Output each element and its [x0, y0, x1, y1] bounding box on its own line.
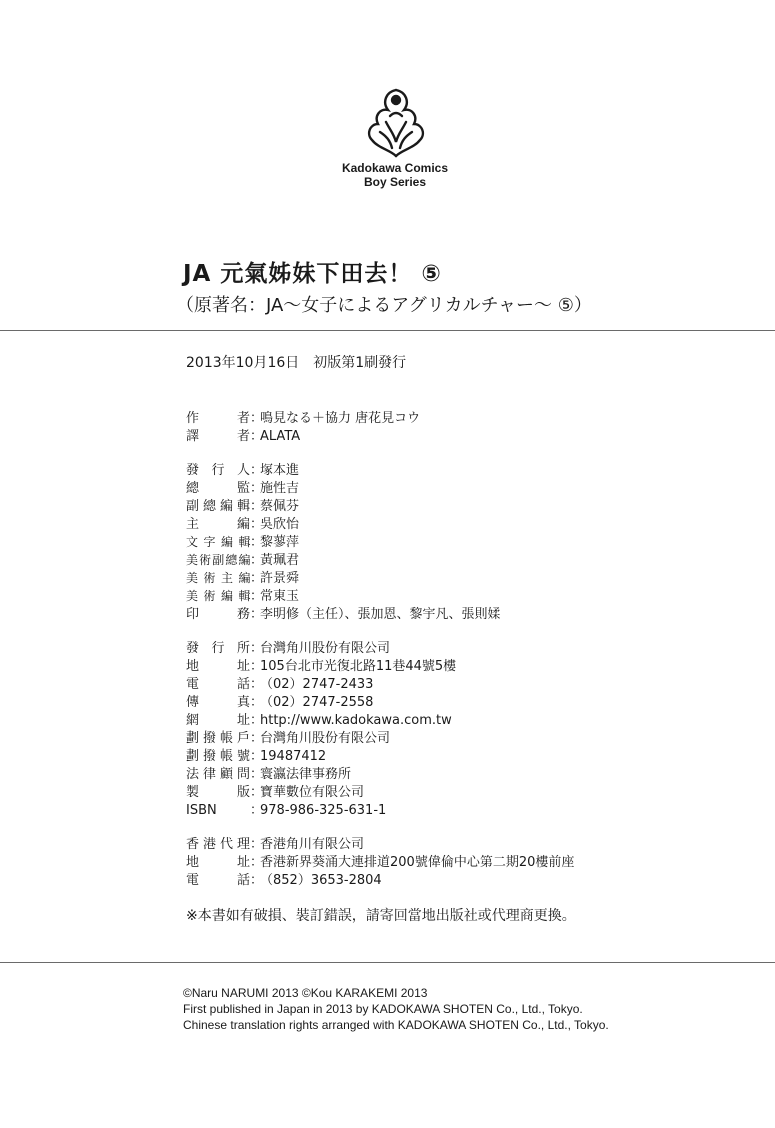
- publisher-row: 電話 ： （02）2747-2433: [186, 677, 374, 692]
- hongkong-label: 電話: [186, 873, 250, 888]
- staff-row: 美術編輯 ： 常東玉: [186, 589, 300, 604]
- staff-label: 副總編輯: [186, 499, 250, 514]
- staff-row: 副總編輯 ： 蔡佩芬: [186, 499, 300, 514]
- publisher-value: 105台北市光復北路11巷44號5樓: [260, 659, 457, 674]
- staff-row: 總監 ： 施性吉: [186, 481, 300, 496]
- staff-label: 文字編輯: [186, 535, 250, 549]
- staff-value: 李明修（主任）、張加恩、黎宇凡、張則媃: [260, 607, 501, 622]
- staff-value: 許景舜: [260, 571, 300, 586]
- publisher-value: http://www.kadokawa.com.tw: [260, 713, 452, 728]
- publisher-label: 電話: [186, 677, 250, 692]
- publisher-row: 製版 ： 寶華數位有限公司: [186, 785, 365, 800]
- hongkong-row: 電話 ： （852）3653-2804: [186, 873, 382, 888]
- publisher-label: 劃撥帳號: [186, 749, 250, 764]
- publisher-row: 網址 ： http://www.kadokawa.com.tw: [186, 713, 452, 728]
- phoenix-emblem-icon: [356, 82, 436, 160]
- publisher-label: 製版: [186, 785, 250, 800]
- staff-value: 蔡佩芬: [260, 499, 300, 514]
- staff-row: 主編 ： 吳欣怡: [186, 517, 300, 532]
- staff-value: 黃珮君: [260, 553, 300, 568]
- hongkong-label: 地址: [186, 855, 250, 870]
- publisher-label: 劃撥帳戶: [186, 731, 250, 746]
- damage-notice: ※本書如有破損、裝訂錯誤，請寄回當地出版社或代理商更換。: [186, 908, 576, 924]
- hongkong-row: 地址 ： 香港新界葵涌大連排道200號偉倫中心第二期20樓前座: [186, 855, 575, 870]
- imprint-name: Kadokawa Comics: [341, 161, 449, 175]
- publisher-row: 地址 ： 105台北市光復北路11巷44號5樓: [186, 659, 457, 674]
- publisher-label: ISBN: [186, 803, 217, 818]
- imprint-series: Boy Series: [363, 175, 427, 189]
- hongkong-value: （852）3653-2804: [260, 873, 382, 888]
- publisher-value: 台灣角川股份有限公司: [260, 731, 391, 746]
- staff-value: 黎蓼萍: [260, 535, 300, 550]
- credit-label: 譯者: [186, 429, 250, 444]
- publisher-label: 網址: [186, 713, 250, 728]
- credit-row-translator: 譯者 ： ALATA: [186, 429, 301, 444]
- staff-row: 美術副總編 ： 黃珮君: [186, 553, 300, 568]
- staff-label: 美術編輯: [186, 589, 250, 603]
- publisher-value: 台灣角川股份有限公司: [260, 641, 391, 656]
- credit-value: 鳴見なる＋協力 唐花見コウ: [260, 411, 421, 426]
- copyright-line: First published in Japan in 2013 by KADOKAWA SHOTEN Co., Ltd., Tokyo.: [183, 1002, 583, 1016]
- publisher-value: 寶華數位有限公司: [260, 785, 365, 800]
- publisher-row: ISBN ： 978-986-325-631-1: [186, 803, 387, 818]
- staff-value: 常東玉: [260, 589, 300, 604]
- staff-row: 印務 ： 李明修（主任）、張加恩、黎宇凡、張則媃: [186, 607, 501, 622]
- publisher-label: 法律顧問: [186, 767, 250, 782]
- publisher-value: （02）2747-2433: [260, 677, 374, 692]
- staff-label: 印務: [186, 607, 250, 622]
- publisher-row: 發行所 ： 台灣角川股份有限公司: [186, 641, 391, 656]
- staff-value: 塚本進: [260, 463, 300, 478]
- copyright-block: [183, 985, 609, 1033]
- credit-label: 作者: [186, 411, 250, 426]
- publisher-value: 978-986-325-631-1: [260, 803, 387, 818]
- credit-value: ALATA: [260, 429, 301, 444]
- credit-row-author: 作者 ： 鳴見なる＋協力 唐花見コウ: [186, 411, 421, 426]
- hongkong-row: 香港代理 ： 香港角川有限公司: [186, 837, 365, 852]
- publisher-row: 法律顧問 ： 寰瀛法律事務所: [186, 767, 352, 782]
- publisher-value: 19487412: [260, 749, 327, 764]
- publisher-row: 劃撥帳戶 ： 台灣角川股份有限公司: [186, 731, 391, 746]
- original-title: （原著名：JA～女子によるアグリカルチャー～ ⑤）: [176, 295, 592, 316]
- publisher-label: 發行所: [186, 641, 250, 656]
- staff-label: 美術副總編: [186, 553, 250, 567]
- publisher-value: 寰瀛法律事務所: [260, 767, 352, 782]
- divider-top: [0, 330, 775, 331]
- publisher-value: （02）2747-2558: [260, 695, 374, 710]
- publisher-label: 地址: [186, 659, 250, 674]
- publisher-row: 劃撥帳號 ： 19487412: [186, 749, 327, 764]
- staff-value: 吳欣怡: [260, 517, 300, 532]
- staff-value: 施性吉: [260, 481, 300, 496]
- publisher-row: 傳真 ： （02）2747-2558: [186, 695, 374, 710]
- divider-bottom: [0, 962, 775, 963]
- staff-row: 文字編輯 ： 黎蓼萍: [186, 535, 300, 550]
- publisher-label: 傳真: [186, 695, 250, 710]
- staff-label: 主編: [186, 517, 250, 532]
- staff-label: 美術主編: [186, 571, 250, 585]
- book-title: JA 元氣姊妹下田去！ ⑤: [183, 261, 442, 287]
- copyright-line: Chinese translation rights arranged with KADOKAWA SHOTEN Co., Ltd., Tokyo.: [183, 1018, 609, 1032]
- staff-row: 美術主編 ： 許景舜: [186, 571, 300, 586]
- staff-label: 總監: [186, 481, 250, 496]
- hongkong-value: 香港角川有限公司: [260, 837, 365, 852]
- copyright-line: ©Naru NARUMI 2013 ©Kou KARAKEMI 2013: [183, 986, 428, 1000]
- staff-row: 發行人 ： 塚本進: [186, 463, 300, 478]
- staff-label: 發行人: [186, 463, 250, 478]
- hongkong-label: 香港代理: [186, 837, 250, 852]
- hongkong-value: 香港新界葵涌大連排道200號偉倫中心第二期20樓前座: [260, 855, 575, 870]
- edition-date: 2013年10月16日 初版第1刷發行: [186, 355, 407, 371]
